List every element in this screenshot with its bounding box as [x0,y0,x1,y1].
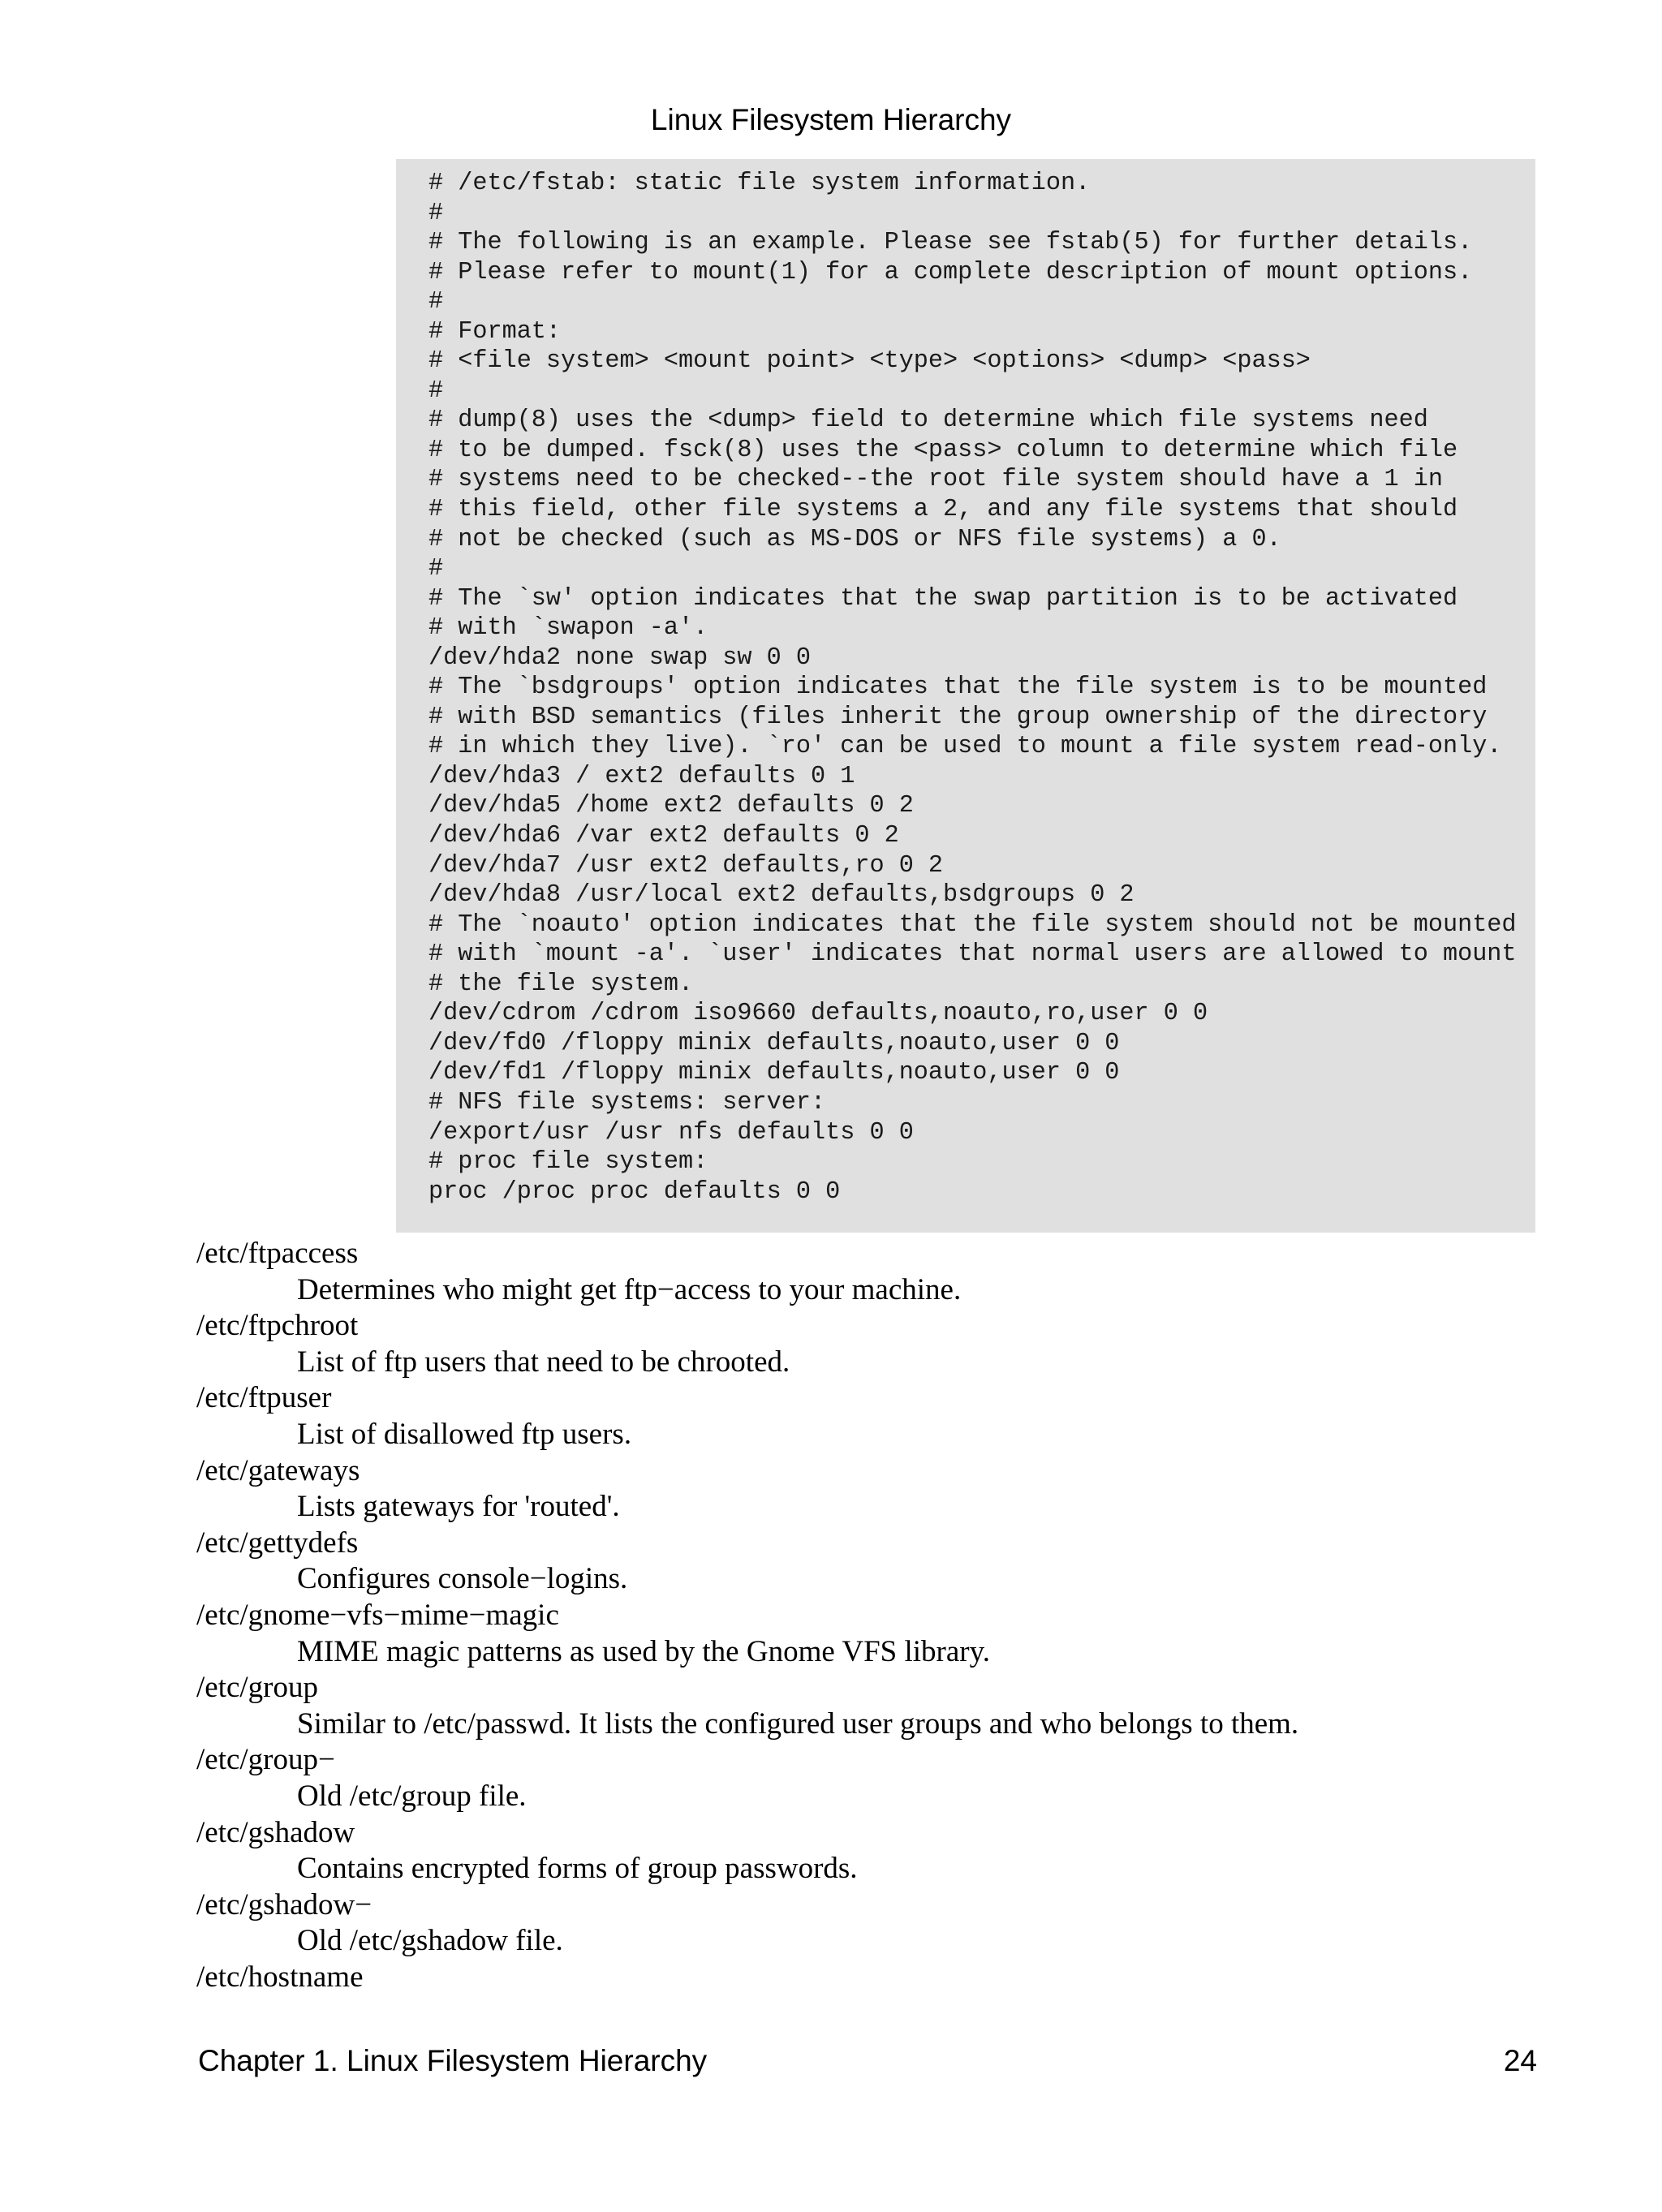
code-line: # The following is an example. Please see fstab(5) for further details. [428,229,1473,257]
running-header-title: Linux Filesystem Hierarchy [650,103,1012,136]
entry-description: Determines who might get ftp−access to your machine. [297,1272,962,1306]
entry-description: Old /etc/group file. [297,1779,527,1813]
entry-term: /etc/gnome−vfs−mime−magic [196,1598,559,1632]
code-line: # to be dumped. fsck(8) uses the <pass> column to determine which file [428,436,1458,464]
code-line: # with `swapon -a'. [428,614,708,643]
code-line: /dev/hda2 none swap sw 0 0 [428,643,812,672]
entry-description: Lists gateways for 'routed'. [297,1490,620,1524]
entry-description: List of disallowed ftp users. [297,1417,632,1451]
entry-term: /etc/group [196,1671,319,1705]
code-line: proc /proc proc defaults 0 0 [428,1177,841,1206]
code-line: /dev/hda3 / ext2 defaults 0 1 [428,762,855,790]
entry-description: MIME magic patterns as used by the Gnome VFS library. [297,1634,990,1668]
code-line: # with BSD semantics (files inherit the group ownership of the directory [428,703,1488,731]
footer-chapter-title: Chapter 1. Linux Filesystem Hierarchy [198,2044,708,2077]
code-line: # this field, other file systems a 2, and any file systems that should [428,496,1458,524]
footer-page-number: 24 [1503,2044,1537,2077]
fstab-code-block [396,159,1535,1233]
entry-description: Configures console−logins. [297,1562,628,1596]
entry-term: /etc/ftpaccess [196,1237,359,1270]
code-line: # The `noauto' option indicates that the file system should not be mounted [428,910,1517,939]
code-line: # [428,288,444,316]
code-line: /dev/hda8 /usr/local ext2 defaults,bsdgroups 0 2 [428,881,1135,910]
entry-term: /etc/gateways [196,1453,360,1487]
entry-term: /etc/group− [196,1743,335,1777]
entry-term: /etc/gshadow− [196,1887,372,1922]
code-line: # systems need to be checked--the root file system should have a 1 in [428,466,1443,494]
code-line: # [428,555,444,583]
code-line: # [428,199,444,227]
entry-term: /etc/gettydefs [196,1526,359,1560]
code-line: # dump(8) uses the <dump> field to determine which file systems need [428,407,1428,435]
entry-term: /etc/ftpuser [196,1381,332,1415]
code-line: /dev/fd1 /floppy minix defaults,noauto,user 0 0 [428,1059,1120,1087]
entry-description: List of ftp users that need to be chrooted. [297,1345,790,1379]
entry-term: /etc/ftpchroot [196,1309,359,1343]
code-line: # The `sw' option indicates that the swap partition is to be activated [428,584,1458,613]
code-line: # not be checked (such as MS-DOS or NFS file systems) a 0. [428,525,1281,553]
code-line: # [428,377,444,405]
definition-list [196,1236,1535,1995]
code-line: # proc file system: [428,1148,708,1177]
code-line: /dev/hda6 /var ext2 defaults 0 2 [428,822,899,850]
code-line: # /etc/fstab: static file system information. [428,170,1091,197]
code-line: # NFS file systems: server: [428,1088,826,1117]
code-line: # <file system> <mount point> <type> <options> <dump> <pass> [428,347,1311,376]
code-line: /dev/hda7 /usr ext2 defaults,ro 0 2 [428,851,944,880]
entry-description: Contains encrypted forms of group passwords. [297,1852,858,1886]
code-line: /export/usr /usr nfs defaults 0 0 [428,1118,914,1147]
code-line: /dev/cdrom /cdrom iso9660 defaults,noauto,ro,user 0 0 [428,1000,1208,1028]
code-line: # the file system. [428,970,694,998]
code-line: /dev/hda5 /home ext2 defaults 0 2 [428,792,914,820]
entry-term: /etc/hostname [196,1960,364,1994]
code-line: # in which they live). `ro' can be used to mount a file system read-only. [428,733,1502,761]
code-line: /dev/fd0 /floppy minix defaults,noauto,user 0 0 [428,1029,1120,1057]
entry-term: /etc/gshadow [196,1815,355,1849]
code-line: # Format: [428,317,562,346]
entry-description: Similar to /etc/passwd. It lists the configured user groups and who belongs to them. [297,1706,1299,1741]
code-line: # Please refer to mount(1) for a complete description of mount options. [428,258,1473,286]
entry-description: Old /etc/gshadow file. [297,1924,563,1958]
code-line: # with `mount -a'. `user' indicates that normal users are allowed to mount [428,940,1517,969]
code-line: # The `bsdgroups' option indicates that the file system is to be mounted [428,673,1488,702]
